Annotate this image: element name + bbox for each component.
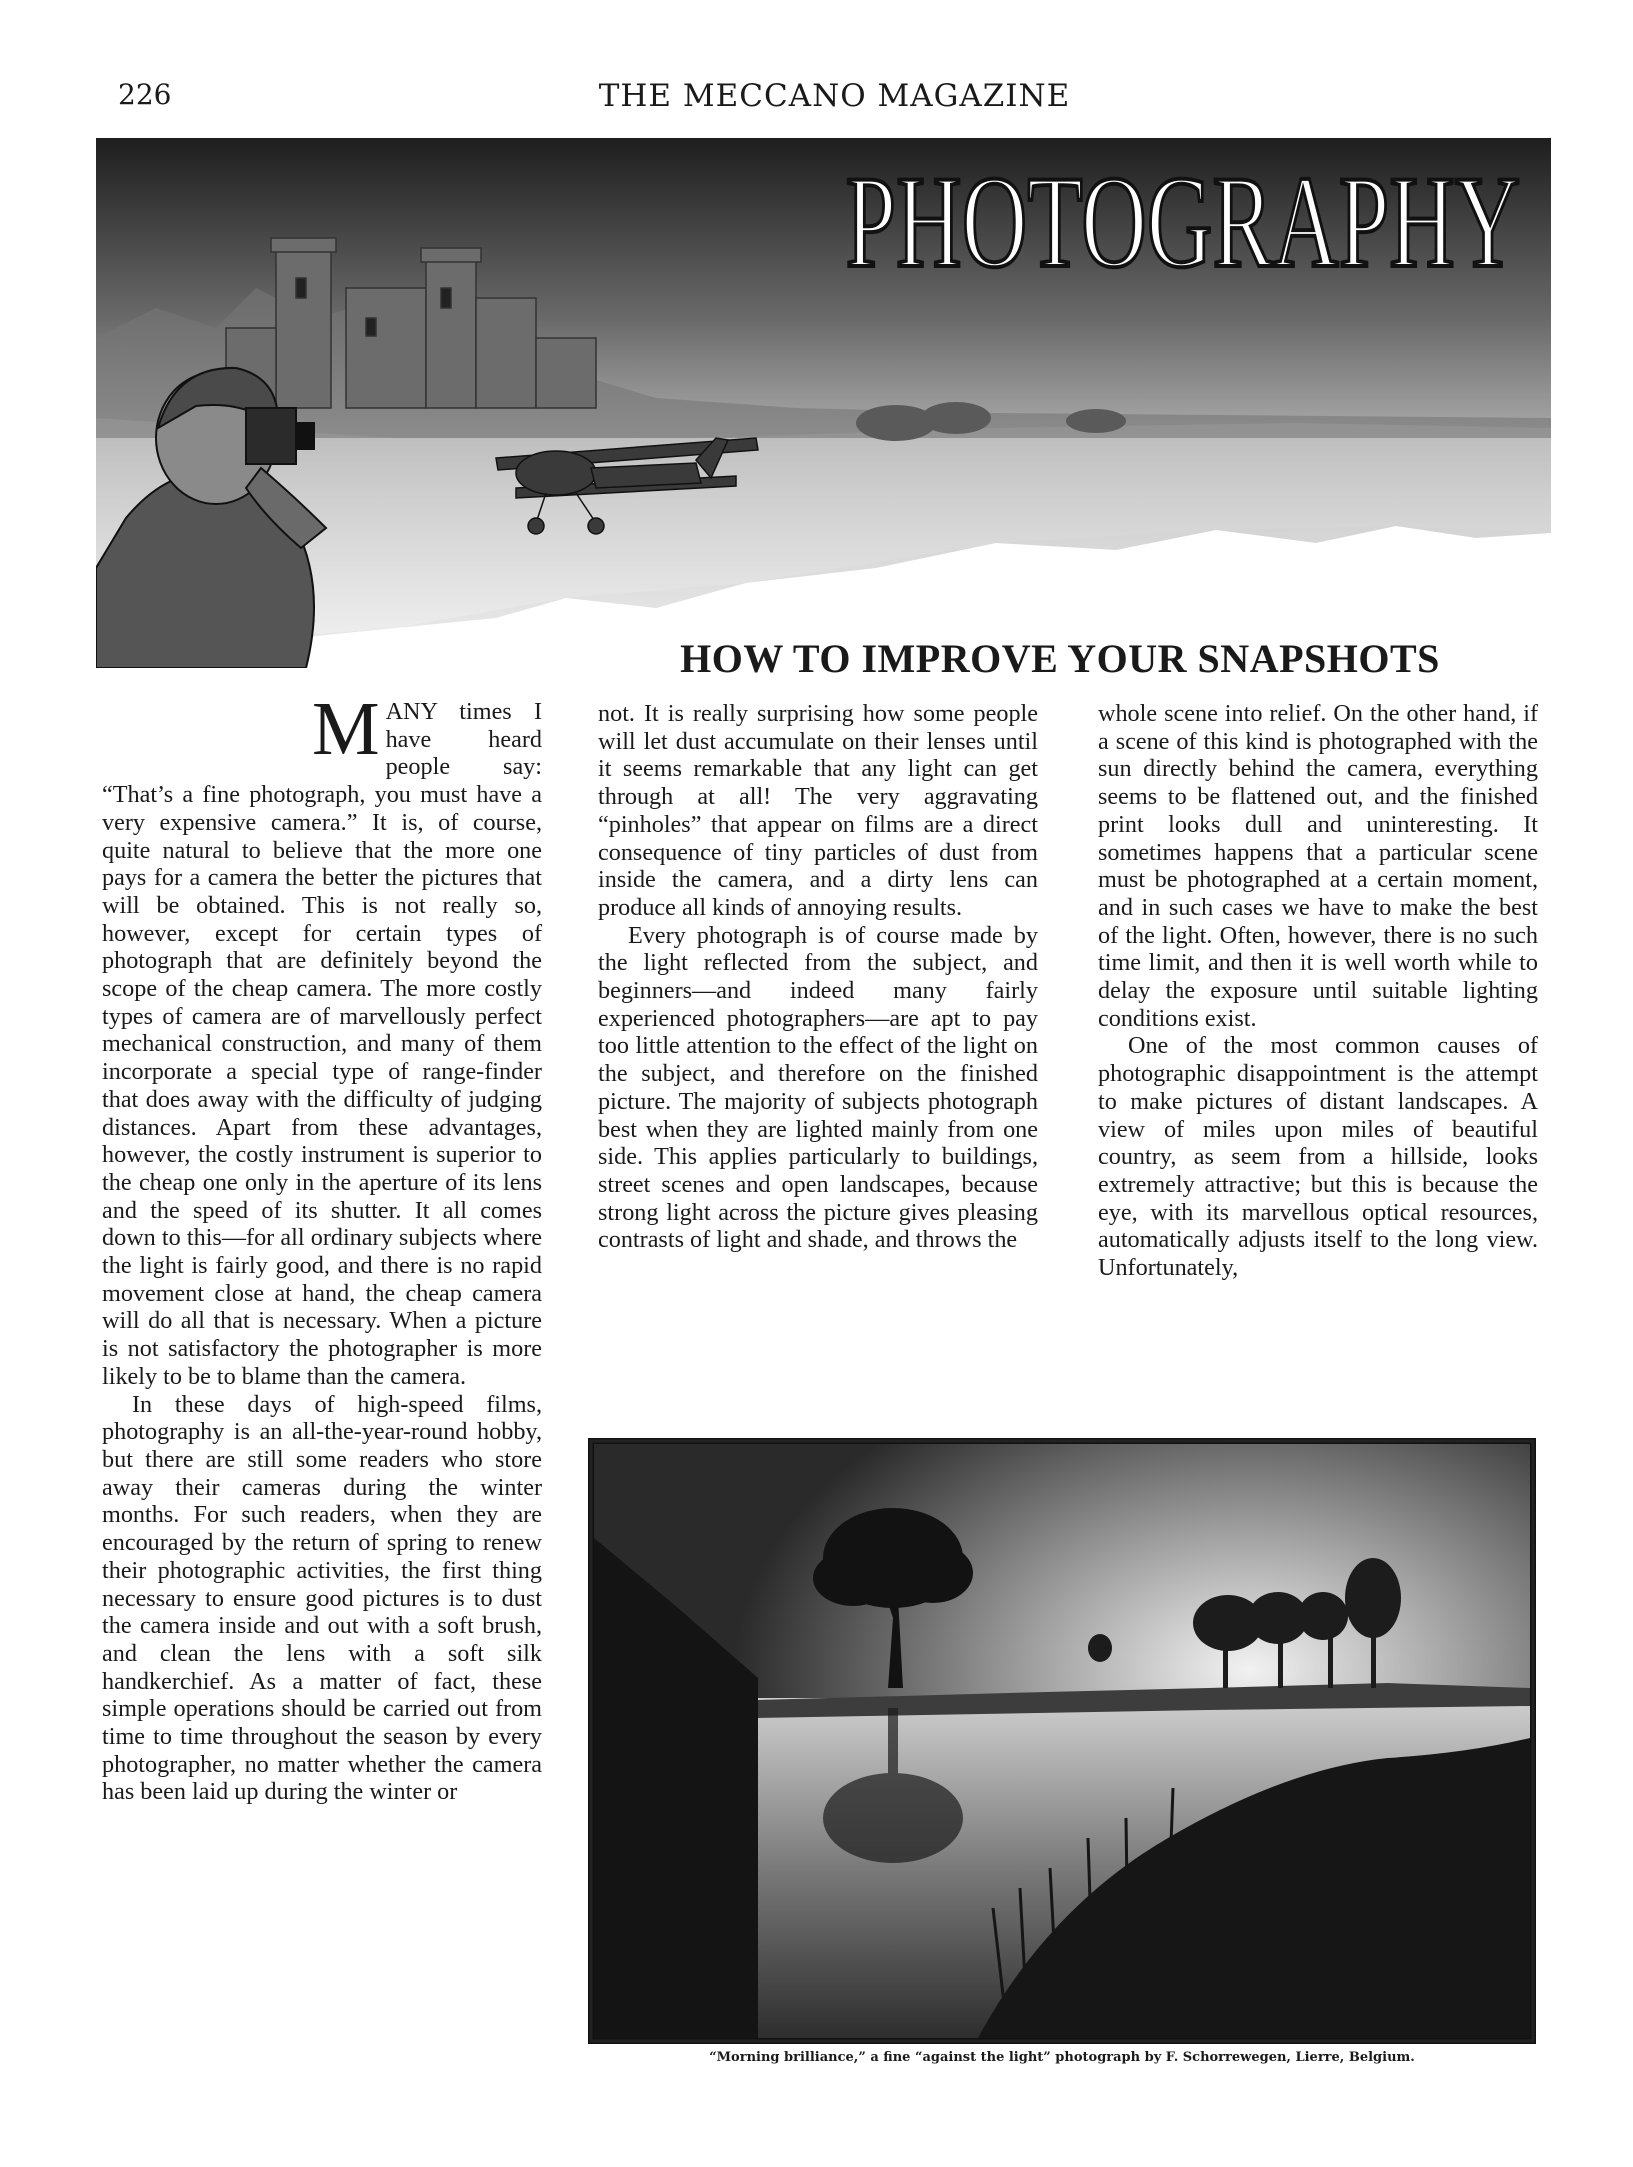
paragraph: whole scene into relief. On the other hand, if a scene of this kind is photographed with the sun directly behind the camera, everything seems to be flattened out, and the finished print looks dull and uninteresting. It sometimes happens that a particular scene must be photographed at a certain moment, and in such cases we have to make the best of the light. Often, however, there is no such time limit, and then it is well worth while to delay the exposure until suitable lighting conditions exist.: [1098, 700, 1538, 1032]
column-1: [102, 687, 542, 1806]
page-number: 226: [118, 78, 172, 111]
paragraph: not. It is really surprising how some people will let dust accumulate on their lenses until it seems remarkable that any light can get through at all! The very aggravating “pinholes” that appear on films are a direct consequence of tiny particles of dust from inside the camera, and a dirty lens can produce all kinds of annoying results.: [598, 700, 1038, 921]
paragraph: In these days of high-speed films, photography is an all-the-year-round hobby, but there are still some readers who store away their cameras during the winter months. For such readers, when they are encouraged by the return of spring to renew their photographic activities, the first thing necessary to ensure good pictures is to dust the camera inside and out with a soft brush, and clean the lens with a soft silk handkerchief. As a matter of fact, these simple operations should be carried out from time to time throughout the season by every photographer, no matter whether the camera has been laid up during the winter or: [102, 1390, 542, 1806]
magazine-title: THE MECCANO MAGAZINE: [598, 78, 1071, 114]
banner-illustration: [96, 138, 1551, 668]
running-head: [118, 78, 1551, 118]
photo-caption: “Morning brilliance,” a fine “against the light” photograph by F. Schorrewegen, Lierre, Belgium.: [709, 2050, 1415, 2065]
column-3: [1098, 700, 1538, 1282]
column-2: [598, 700, 1038, 1254]
paragraph: ANY times I have heard people say: “That’s a fine photograph, you must have a very expensive camera.” It is, of course, quite natural to believe that the more one pays for a camera the better the pictures that will be obtained. This is not really so, however, except for certain types of photograph that are definitely beyond the scope of the cheap camera. The more costly types of camera are of marvellously perfect mechanical construction, and many of them incorporate a special type of range-finder that does away with the difficulty of judging distances. Apart from these advantages, however, the costly instrument is superior to the cheap one only in the aperture of its lens and the speed of its shutter. It all comes down to this—for all ordinary subjects where the light is fairly good, and there is no rapid movement close at hand, the cheap camera will do all that is necessary. When a picture is not satisfactory the photographer is more likely to be to blame than the camera.: [102, 698, 542, 1390]
drop-cap: M: [312, 687, 380, 771]
paragraph: One of the most common causes of photographic disappointment is the attempt to make pictures of distant landscapes. A view of miles upon miles of beautiful country, as seem from a hillside, looks extremely attractive; but this is because the eye, with its marvellous optical resources, automatically adjusts itself to the long view. Unfortunately,: [1098, 1032, 1538, 1282]
paragraph: Every photograph is of course made by the light reflected from the subject, and beginners—and indeed many fairly experienced photographers—are apt to pay too little attention to the effect of the light on the subject, and therefore on the finished picture. The majority of subjects photograph best when they are lighted mainly from one side. This applies particularly to buildings, street scenes and open landscapes, because strong light across the picture gives pleasing contrasts of light and shade, and throws the: [598, 921, 1038, 1254]
banner-title: PHOTOGRAPHY: [845, 148, 1521, 295]
article-subtitle: HOW TO IMPROVE YOUR SNAPSHOTS: [680, 636, 1440, 681]
illustration-wrap-space: [102, 698, 312, 754]
landscape-photograph: [588, 1438, 1536, 2044]
